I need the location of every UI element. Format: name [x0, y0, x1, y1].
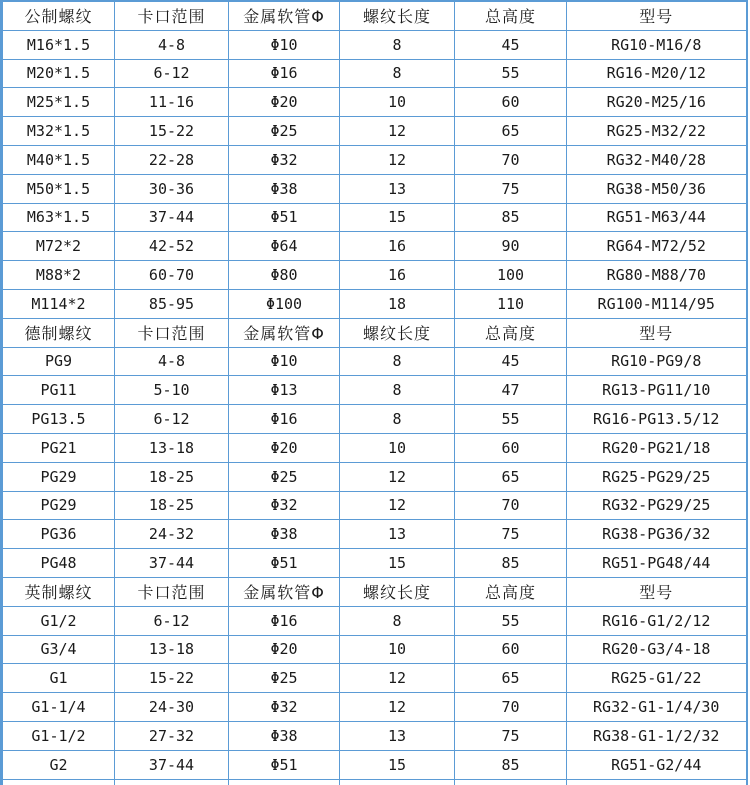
table-cell: 30-36	[115, 174, 229, 203]
table-cell: 13-18	[115, 635, 229, 664]
table-cell: 13	[340, 721, 455, 750]
table-cell: M32*1.5	[2, 117, 115, 146]
table-cell: G3/4	[2, 635, 115, 664]
column-header: 总高度	[455, 1, 567, 30]
table-cell: 60-70	[115, 261, 229, 290]
table-cell: 13	[340, 520, 455, 549]
table-cell: 6-12	[115, 606, 229, 635]
table-row	[2, 30, 747, 59]
table-cell: RG16-G1/2/12	[567, 606, 747, 635]
table-cell: 8	[340, 376, 455, 405]
table-row	[2, 405, 747, 434]
table-cell: 70	[455, 491, 567, 520]
table-row	[2, 693, 747, 722]
table-cell: PG21	[2, 433, 115, 462]
table-cell: PG9	[2, 347, 115, 376]
column-header: 卡口范围	[115, 577, 229, 606]
table-row	[2, 117, 747, 146]
table-cell: 65	[455, 664, 567, 693]
table-cell: RG20-M25/16	[567, 88, 747, 117]
table-cell	[2, 779, 115, 785]
section-header-row	[2, 1, 747, 30]
table-cell: Φ16	[229, 606, 340, 635]
table-cell: G1-1/4	[2, 693, 115, 722]
table-cell: 16	[340, 261, 455, 290]
table-cell	[229, 779, 340, 785]
table-cell: Φ100	[229, 289, 340, 318]
table-cell: 6-12	[115, 59, 229, 88]
table-cell: RG38-PG36/32	[567, 520, 747, 549]
table-cell: RG80-M88/70	[567, 261, 747, 290]
table-cell: Φ10	[229, 347, 340, 376]
table-body	[2, 1, 747, 785]
table-cell: 18-25	[115, 462, 229, 491]
table-cell: 18-25	[115, 491, 229, 520]
table-row	[2, 462, 747, 491]
table-cell: 27-32	[115, 721, 229, 750]
table-cell: PG36	[2, 520, 115, 549]
table-cell: 15	[340, 549, 455, 578]
table-row	[2, 549, 747, 578]
table-cell: 24-32	[115, 520, 229, 549]
table-cell: 15-22	[115, 664, 229, 693]
table-cell: 37-44	[115, 203, 229, 232]
table-cell: Φ64	[229, 232, 340, 261]
table-row	[2, 174, 747, 203]
table-cell: RG38-M50/36	[567, 174, 747, 203]
table-cell: 16	[340, 232, 455, 261]
table-cell: 15	[340, 203, 455, 232]
table-row	[2, 145, 747, 174]
table-cell: M20*1.5	[2, 59, 115, 88]
table-cell: PG13.5	[2, 405, 115, 434]
table-cell: 47	[455, 376, 567, 405]
table-cell: Φ51	[229, 203, 340, 232]
table-cell: RG64-M72/52	[567, 232, 747, 261]
table-cell: 37-44	[115, 750, 229, 779]
table-cell: 8	[340, 347, 455, 376]
table-cell: 15-22	[115, 117, 229, 146]
table-cell: Φ51	[229, 750, 340, 779]
table-row	[2, 376, 747, 405]
table-cell: M63*1.5	[2, 203, 115, 232]
table-row	[2, 606, 747, 635]
table-cell	[455, 779, 567, 785]
column-header: 卡口范围	[115, 1, 229, 30]
column-header: 型号	[567, 318, 747, 347]
table-cell: RG25-G1/22	[567, 664, 747, 693]
table-cell: Φ25	[229, 462, 340, 491]
table-cell: 42-52	[115, 232, 229, 261]
table-cell: 24-30	[115, 693, 229, 722]
table-cell: 4-8	[115, 30, 229, 59]
table-cell: RG100-M114/95	[567, 289, 747, 318]
column-header: 公制螺纹	[2, 1, 115, 30]
table-row	[2, 433, 747, 462]
column-header: 螺纹长度	[340, 1, 455, 30]
table-cell: M88*2	[2, 261, 115, 290]
table-cell: PG11	[2, 376, 115, 405]
table-cell: G1-1/2	[2, 721, 115, 750]
table-row	[2, 59, 747, 88]
table-row-partial	[2, 779, 747, 785]
table-row	[2, 347, 747, 376]
table-cell: RG51-PG48/44	[567, 549, 747, 578]
table-cell: G1/2	[2, 606, 115, 635]
table-cell: Φ32	[229, 693, 340, 722]
table-cell: 45	[455, 347, 567, 376]
column-header: 金属软管Φ	[229, 318, 340, 347]
table-cell: RG38-G1-1/2/32	[567, 721, 747, 750]
table-cell: 12	[340, 462, 455, 491]
column-header: 螺纹长度	[340, 318, 455, 347]
table-cell: Φ32	[229, 145, 340, 174]
column-header: 英制螺纹	[2, 577, 115, 606]
table-cell: Φ25	[229, 117, 340, 146]
table-cell: 8	[340, 606, 455, 635]
table-cell: M114*2	[2, 289, 115, 318]
table-cell: 100	[455, 261, 567, 290]
table-cell: RG32-M40/28	[567, 145, 747, 174]
table-row	[2, 261, 747, 290]
table-cell: RG32-PG29/25	[567, 491, 747, 520]
table-cell: PG29	[2, 491, 115, 520]
table-cell: 12	[340, 693, 455, 722]
table-cell: 85-95	[115, 289, 229, 318]
table-cell: 11-16	[115, 88, 229, 117]
column-header: 型号	[567, 1, 747, 30]
table-cell: Φ80	[229, 261, 340, 290]
table-cell: 13	[340, 174, 455, 203]
table-cell: 55	[455, 405, 567, 434]
table-cell: Φ38	[229, 520, 340, 549]
table-cell: Φ10	[229, 30, 340, 59]
table-cell: 12	[340, 664, 455, 693]
column-header: 型号	[567, 577, 747, 606]
table-cell: 75	[455, 174, 567, 203]
table-row	[2, 203, 747, 232]
table-cell: 75	[455, 721, 567, 750]
table-cell	[340, 779, 455, 785]
table-cell: 6-12	[115, 405, 229, 434]
table-cell: RG10-PG9/8	[567, 347, 747, 376]
column-header: 卡口范围	[115, 318, 229, 347]
table-row	[2, 664, 747, 693]
table-cell: Φ20	[229, 433, 340, 462]
table-cell: 85	[455, 203, 567, 232]
table-cell: 70	[455, 693, 567, 722]
table-cell: 10	[340, 88, 455, 117]
table-row	[2, 520, 747, 549]
table-cell: 4-8	[115, 347, 229, 376]
table-cell: 13-18	[115, 433, 229, 462]
table-cell: PG48	[2, 549, 115, 578]
table-cell: RG25-PG29/25	[567, 462, 747, 491]
table-cell: M72*2	[2, 232, 115, 261]
table-cell: RG25-M32/22	[567, 117, 747, 146]
table-cell: 85	[455, 549, 567, 578]
table-cell: 65	[455, 117, 567, 146]
table-cell: 60	[455, 88, 567, 117]
table-cell: RG16-PG13.5/12	[567, 405, 747, 434]
table-row	[2, 491, 747, 520]
table-cell: 12	[340, 117, 455, 146]
table-cell: PG29	[2, 462, 115, 491]
table-cell: 10	[340, 635, 455, 664]
table-cell: RG13-PG11/10	[567, 376, 747, 405]
table-cell: 8	[340, 59, 455, 88]
table-cell: RG32-G1-1/4/30	[567, 693, 747, 722]
table-cell: 12	[340, 145, 455, 174]
table-cell: RG51-G2/44	[567, 750, 747, 779]
table-cell	[567, 779, 747, 785]
column-header: 德制螺纹	[2, 318, 115, 347]
column-header: 金属软管Φ	[229, 1, 340, 30]
table-cell: 65	[455, 462, 567, 491]
table-cell: Φ20	[229, 635, 340, 664]
table-cell: 75	[455, 520, 567, 549]
table-row	[2, 232, 747, 261]
table-cell	[115, 779, 229, 785]
table-cell: 90	[455, 232, 567, 261]
table-cell: 110	[455, 289, 567, 318]
table-cell: Φ38	[229, 721, 340, 750]
table-cell: 70	[455, 145, 567, 174]
table-cell: 12	[340, 491, 455, 520]
table-cell: RG10-M16/8	[567, 30, 747, 59]
table-cell: G2	[2, 750, 115, 779]
table-cell: 60	[455, 433, 567, 462]
table-cell: Φ25	[229, 664, 340, 693]
table-cell: 18	[340, 289, 455, 318]
table-cell: Φ13	[229, 376, 340, 405]
table-cell: M25*1.5	[2, 88, 115, 117]
table-row	[2, 635, 747, 664]
table-cell: RG16-M20/12	[567, 59, 747, 88]
table-cell: Φ16	[229, 59, 340, 88]
table-row	[2, 289, 747, 318]
table-cell: RG51-M63/44	[567, 203, 747, 232]
column-header: 总高度	[455, 577, 567, 606]
table-cell: 85	[455, 750, 567, 779]
table-cell: G1	[2, 664, 115, 693]
table-row	[2, 88, 747, 117]
section-header-row	[2, 577, 747, 606]
table-cell: 8	[340, 405, 455, 434]
table-cell: 55	[455, 606, 567, 635]
column-header: 总高度	[455, 318, 567, 347]
column-header: 螺纹长度	[340, 577, 455, 606]
table-cell: 55	[455, 59, 567, 88]
section-header-row	[2, 318, 747, 347]
table-cell: 8	[340, 30, 455, 59]
column-header: 金属软管Φ	[229, 577, 340, 606]
table-cell: Φ20	[229, 88, 340, 117]
table-cell: 45	[455, 30, 567, 59]
table-cell: RG20-G3/4-18	[567, 635, 747, 664]
table-cell: 15	[340, 750, 455, 779]
table-cell: Φ51	[229, 549, 340, 578]
table-cell: 22-28	[115, 145, 229, 174]
table-cell: M16*1.5	[2, 30, 115, 59]
table-cell: 5-10	[115, 376, 229, 405]
table-cell: M40*1.5	[2, 145, 115, 174]
table-cell: Φ38	[229, 174, 340, 203]
table-cell: 60	[455, 635, 567, 664]
table-cell: M50*1.5	[2, 174, 115, 203]
table-cell: Φ32	[229, 491, 340, 520]
table-cell: RG20-PG21/18	[567, 433, 747, 462]
table-cell: 37-44	[115, 549, 229, 578]
table-row	[2, 721, 747, 750]
table-row	[2, 750, 747, 779]
table-cell: 10	[340, 433, 455, 462]
table-cell: Φ16	[229, 405, 340, 434]
